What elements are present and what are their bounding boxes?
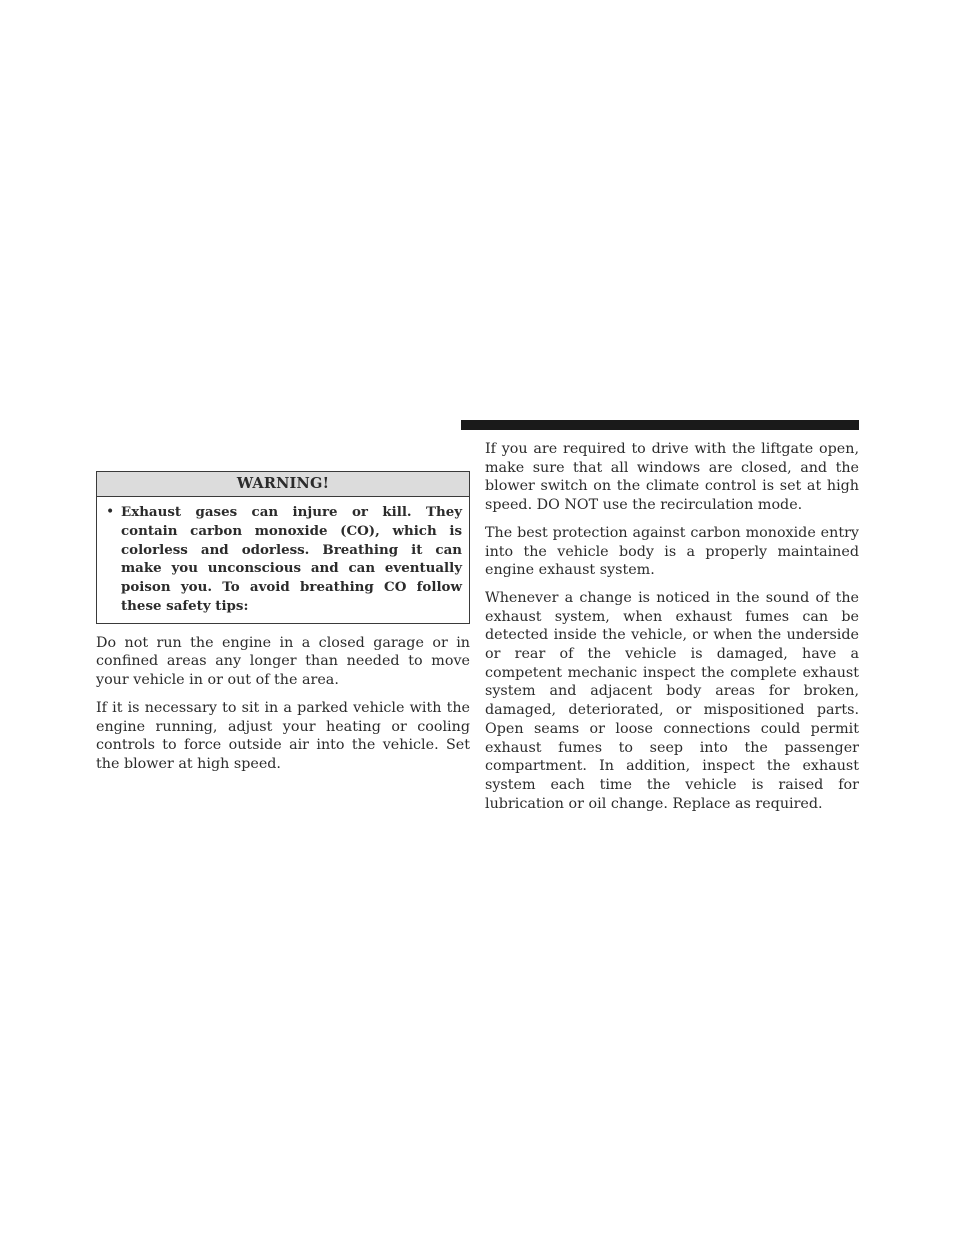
right-column — [485, 420, 859, 813]
paragraph-parked-vehicle: If it is necessary to sit in a parked vehicle with the engine running, adjust your heating or cooling controls to force outside air into the vehicle. Set the blower at high speed. — [96, 699, 470, 772]
bullet-icon: • — [106, 504, 115, 520]
warning-title: WARNING! — [97, 472, 469, 497]
paragraph-liftgate-open: If you are required to drive with the liftgate open, make sure that all windows are closed, and the blower switch on the climate control is set at high speed. DO NOT use the recirculation mode. — [485, 441, 859, 514]
warning-box — [96, 471, 470, 624]
warning-text: Exhaust gases can injure or kill. They contain carbon monoxide (CO), which is colorless and odorless. Breathing it can make you unconscious and can eventually poison you. To avoid breathing CO follow these safety tips: — [121, 504, 462, 614]
paragraph-best-protection: The best protection against carbon monoxide entry into the vehicle body is a properly maintained engine exhaust system. — [485, 524, 859, 579]
warning-body — [97, 497, 469, 623]
left-column — [96, 471, 470, 774]
paragraph-closed-garage: Do not run the engine in a closed garage or in confined areas any longer than needed to move your vehicle in or out of the area. — [96, 634, 470, 689]
paragraph-exhaust-inspection: Whenever a change is noticed in the sound of the exhaust system, when exhaust fumes can be detected inside the vehicle, or when the underside or rear of the vehicle is damaged, have a competent mechanic inspect the complete exhaust system and adjacent body areas for broken, damaged, deteriorated, or mispositioned parts. Open seams or loose connections could permit exhaust fumes to seep into the passenger compartment. In addition, inspect the exhaust system each time the vehicle is raised for lubrication or oil change. Replace as required. — [485, 589, 859, 812]
